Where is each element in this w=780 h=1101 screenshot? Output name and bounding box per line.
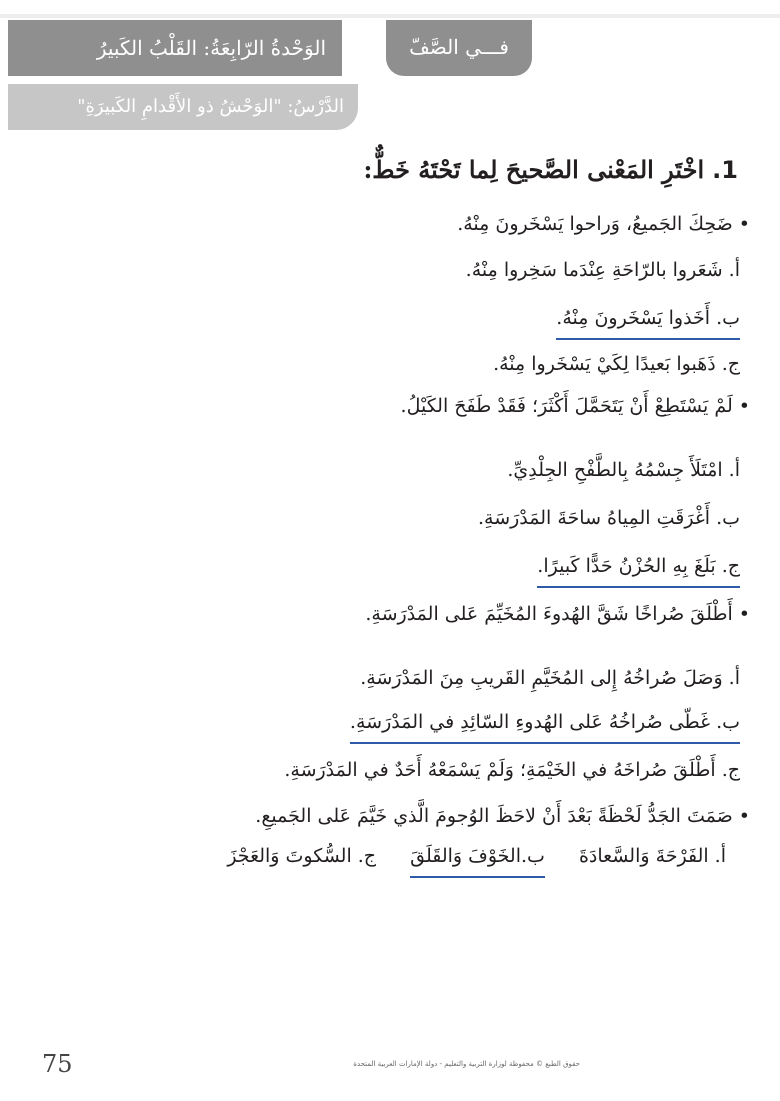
question-text: اخْتَرِ المَعْنى الصَّحيحَ لِما تَحْتَهُ خَطٌّ: <box>363 155 705 184</box>
option-label: ب. <box>716 711 740 733</box>
item-2-option-b[interactable] <box>180 502 740 534</box>
question-number: 1. <box>712 156 738 184</box>
item-4-sentence: صَمَتَ الجَدُّ لَحْظَةً بَعْدَ أَنْ لاحَظَ الوُجومَ الَّذي خَيَّمَ عَلى الجَميعِ. <box>255 805 733 827</box>
option-text: أَطْلَقَ صُراخَهُ في الخَيْمَةِ؛ وَلَمْ يَسْمَعْهُ أَحَدٌ في المَدْرَسَةِ. <box>284 759 716 781</box>
item-1-option-b[interactable] <box>180 302 740 340</box>
option-label: ج. <box>721 555 740 577</box>
item-1-sentence: ضَحِكَ الجَميعُ، وَراحوا يَسْخَرونَ مِنْهُ. <box>457 213 733 235</box>
option-text: ذَهَبوا بَعيدًا لِكَيْ يَسْخَروا مِنْهُ. <box>493 353 716 375</box>
option-label: أ. <box>728 667 740 689</box>
option-label: أ. <box>728 459 740 481</box>
option-label: ب. <box>716 307 740 329</box>
item-1-option-a[interactable] <box>180 254 740 286</box>
class-tab: فـــي الصَّفّ <box>386 20 532 76</box>
item-4-sentence-line <box>150 800 750 832</box>
option-text: غَطّى صُراخُهُ عَلى الهُدوءِ السّائِدِ في المَدْرَسَةِ. <box>349 711 711 733</box>
top-border <box>0 14 780 18</box>
lesson-title: الدَّرْسُ: "الوَحْشُ ذو الأَقْدامِ الكَبيرَةِ" <box>8 84 358 130</box>
option-text: بَلَغَ بِهِ الحُزْنُ حَدًّا كَبيرًا. <box>537 555 716 577</box>
bullet: • <box>738 603 750 625</box>
bullet: • <box>738 395 750 417</box>
option-label: ب. <box>716 507 740 529</box>
option-text: أَخَذوا يَسْخَرونَ مِنْهُ. <box>556 307 711 329</box>
underlined-answer <box>350 706 740 744</box>
question-heading <box>178 146 738 194</box>
item-3-sentence: أَطْلَقَ صُراخًا شَقَّ الهُدوءَ المُخَيِّمَ عَلى المَدْرَسَةِ. <box>365 603 733 625</box>
item-4-option-b[interactable] <box>410 840 545 878</box>
option-text: الخَوْفَ وَالقَلَقَ <box>410 845 521 867</box>
item-1-sentence-line <box>150 208 750 240</box>
copyright-note: حقوق الطبع © محفوظة لوزارة التربية والتعليم - دولة الإمارات العربية المتحدة <box>353 1060 580 1068</box>
item-2-option-c[interactable] <box>180 550 740 588</box>
item-2-option-a[interactable] <box>180 454 740 486</box>
page-number: 75 <box>42 1050 73 1078</box>
option-text: السُّكوتَ وَالعَجْزَ <box>227 845 352 867</box>
item-4-option-a[interactable] <box>579 845 726 867</box>
option-label: ج. <box>357 845 377 867</box>
bullet: • <box>738 805 750 827</box>
underlined-answer <box>537 550 740 588</box>
item-2-sentence-line <box>150 390 750 422</box>
option-label: ج. <box>721 353 740 375</box>
option-text: شَعَروا بالرّاحَةِ عِنْدَما سَخِروا مِنْهُ. <box>465 259 723 281</box>
item-2-sentence: لَمْ يَسْتَطِعْ أَنْ يَتَحَمَّلَ أَكْثَرَ؛ فَقَدْ طَفَحَ الكَيْلُ. <box>400 395 733 417</box>
item-3-option-a[interactable] <box>180 662 740 694</box>
item-1-option-c[interactable] <box>180 348 740 380</box>
option-text: امْتَلَأَ جِسْمُهُ بِالطَّفْحِ الجِلْدِيِّ. <box>507 459 723 481</box>
option-label: ج. <box>721 759 740 781</box>
item-4-options <box>166 840 726 878</box>
option-label: أ. <box>714 845 726 867</box>
option-text: الفَرْحَةَ وَالسَّعادَةَ <box>578 845 709 867</box>
unit-title: الوَحْدةُ الرّابِعَةُ: القَلْبُ الكَبيرُ <box>8 20 342 76</box>
bullet: • <box>738 213 750 235</box>
item-3-option-c[interactable] <box>180 754 740 786</box>
item-3-sentence-line <box>150 598 750 630</box>
option-text: أَغْرَقَتِ المِياهُ ساحَةَ المَدْرَسَةِ. <box>477 507 711 529</box>
item-4-option-c[interactable] <box>227 845 376 867</box>
option-text: وَصَلَ صُراخُهُ إِلى المُخَيَّمِ القَريبِ مِنَ المَدْرَسَةِ. <box>360 667 723 689</box>
option-label: ب. <box>520 845 545 867</box>
underlined-answer <box>556 302 740 340</box>
item-3-option-b[interactable] <box>180 706 740 744</box>
option-label: أ. <box>728 259 740 281</box>
